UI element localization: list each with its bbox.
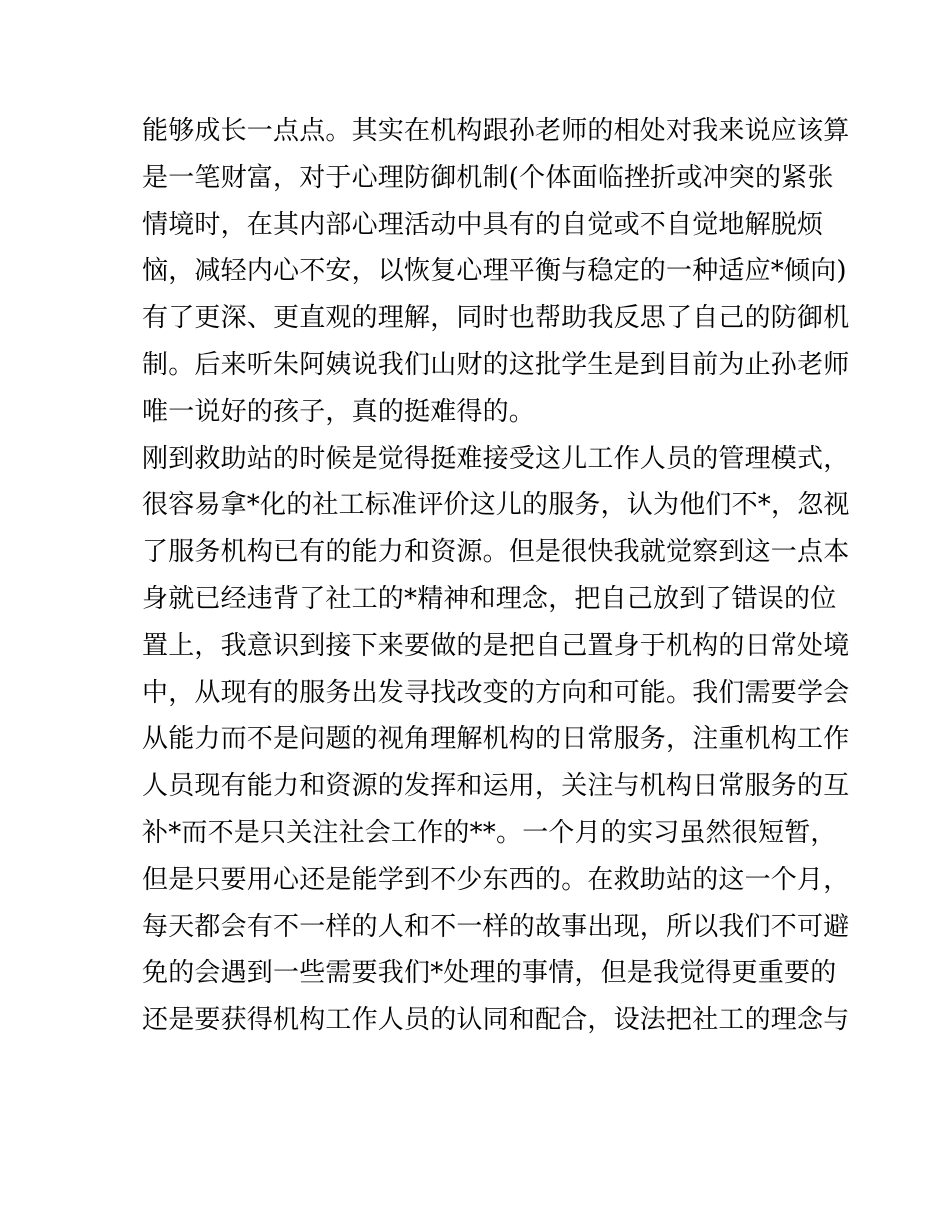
text-line-3: 情境时，在其内部心理活动中具有的自觉或不自觉地解脱烦 [142, 209, 824, 240]
text-line-16: 补*而不是只关注社会工作的**。一个月的实习虽然很短暂， [142, 817, 837, 848]
body-text [142, 108, 850, 1044]
text-line-17: 但是只要用心还是能学到不少东西的。在救助站的这一个月， [142, 864, 850, 895]
text-line-1: 能够成长一点点。其实在机构跟孙老师的相处对我来说应该算 [142, 116, 850, 146]
text-line-13: 中，从现有的服务出发寻找改变的方向和可能。我们需要学会 [142, 677, 850, 708]
text-line-7: 唯一说好的孩子，真的挺难得的。 [142, 396, 536, 427]
text-line-15: 人员现有能力和资源的发挥和运用，关注与机构日常服务的互 [142, 771, 850, 802]
text-line-9: 很容易拿*化的社工标准评价这儿的服务，认为他们不*，忽视 [142, 490, 850, 521]
text-line-11: 身就已经违背了社工的*精神和理念，把自己放到了错误的位 [142, 583, 837, 614]
text-line-10: 了服务机构已有的能力和资源。但是很快我就觉察到这一点本 [142, 537, 850, 568]
text-line-4: 恼，减轻内心不安，以恢复心理平衡与稳定的一种适应*倾向) [142, 256, 847, 287]
text-line-19: 免的会遇到一些需要我们*处理的事情，但是我觉得更重要的 [142, 958, 837, 989]
text-line-5: 有了更深、更直观的理解，同时也帮助我反思了自己的防御机 [142, 303, 850, 334]
text-line-14: 从能力而不是问题的视角理解机构的日常服务，注重机构工作 [142, 724, 850, 755]
text-line-12: 置上，我意识到接下来要做的是把自己置身于机构的日常处境 [142, 630, 850, 661]
text-line-20: 还是要获得机构工作人员的认同和配合，设法把社工的理念与 [142, 1005, 850, 1036]
text-line-6: 制。后来听朱阿姨说我们山财的这批学生是到目前为止孙老师 [142, 349, 850, 380]
text-line-8: 刚到救助站的时候是觉得挺难接受这儿工作人员的管理模式， [142, 443, 850, 474]
text-line-18: 每天都会有不一样的人和不一样的故事出现，所以我们不可避 [142, 911, 850, 942]
text-line-2: 是一笔财富，对于心理防御机制(个体面临挫折或冲突的紧张 [142, 162, 834, 193]
